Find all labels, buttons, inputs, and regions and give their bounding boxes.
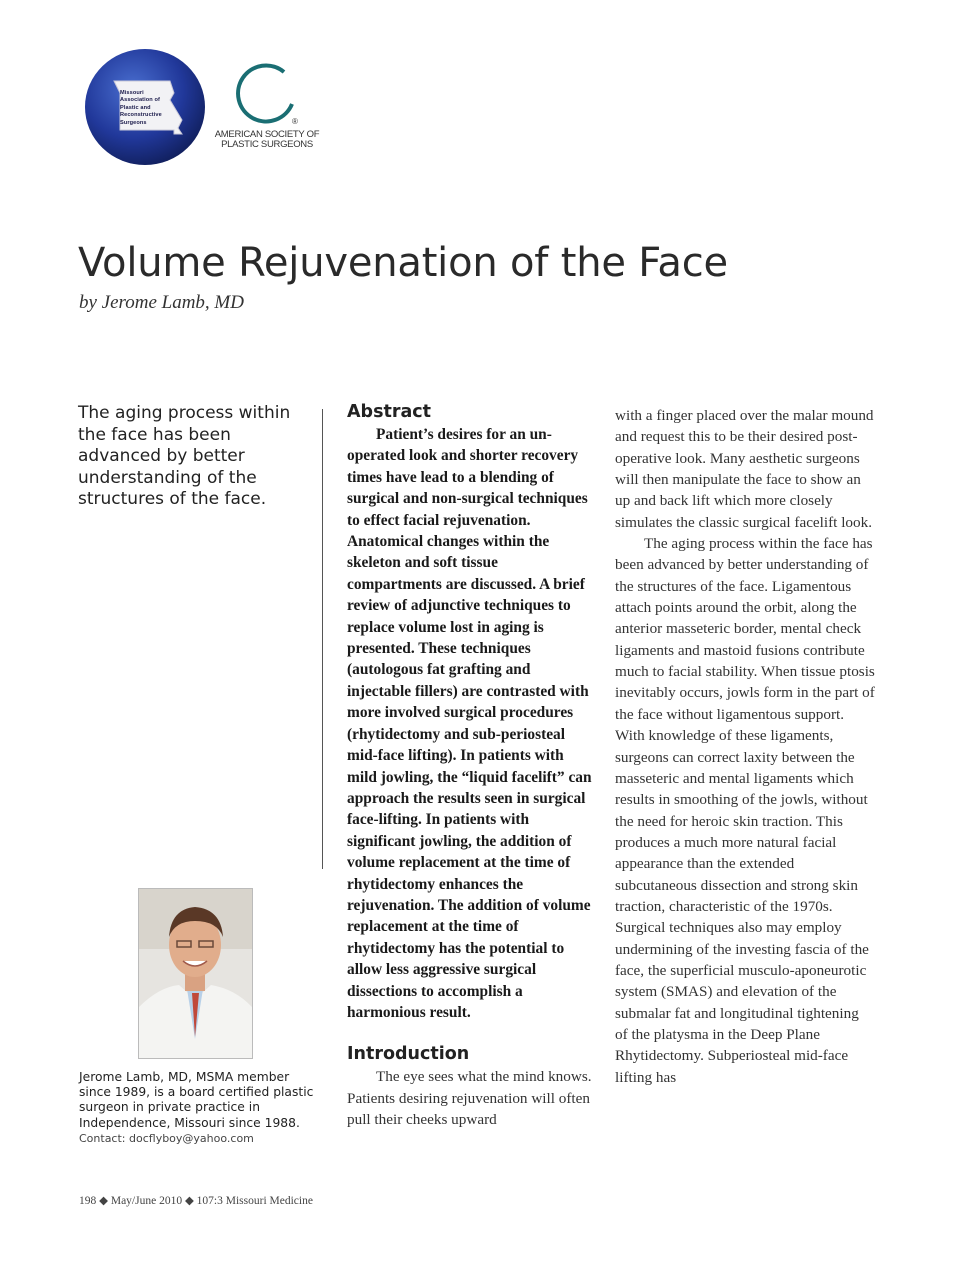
introduction-heading: Introduction — [347, 1044, 470, 1065]
abstract-column — [347, 400, 595, 1130]
asps-ring-icon — [232, 62, 298, 128]
body-column — [615, 405, 875, 1088]
author-contact: Contact: docflyboy@yahoo.com — [79, 1131, 254, 1145]
column-divider — [322, 409, 323, 869]
body-paragraph-1: with a finger placed over the malar mound and request this to be their desired post-operative look. Many aesthetic surgeons will then manipulate the face to show an up and back lift which more closely simulates the classic surgical facelift look. — [615, 407, 874, 531]
author-caption — [79, 1070, 319, 1146]
page-footer: 198 ◆ May/June 2010 ◆ 107:3 Missouri Medicine — [79, 1195, 313, 1207]
author-photo — [138, 888, 253, 1059]
author-portrait-icon — [139, 889, 252, 1058]
registered-mark: ® — [292, 117, 298, 126]
introduction-text: The eye sees what the mind knows. Patients desiring rejuvenation will often pull their cheeks upward — [347, 1068, 592, 1128]
mapsrs-wordmark: Missouri Association of Plastic and Reconstructive Surgeons — [120, 90, 162, 126]
asps-logo — [206, 62, 326, 154]
pull-quote: The aging process within the face has been advanced by better understanding of the structures of the face. — [78, 403, 291, 509]
article-title: Volume Rejuvenation of the Face — [78, 240, 728, 286]
mapsrs-logo — [84, 48, 206, 166]
abstract-text: Patient’s desires for an un-operated look and shorter recovery times have lead to a blending of surgical and non-surgical techniques to effect facial rejuvenation. Anatomical changes within the skeleton and soft tissue compartments are discussed. A brief review of adjunctive techniques to replace volume lost in aging is presented. These techniques (autologous fat grafting and injectable fillers) are contrasted with more involved surgical procedures (rhytidectomy and sub-periosteal mid-face lifting). In patients with mild jowling, the “liquid facelift” can approach the results seen in surgical face-lifting. In patients with significant jowling, the addition of volume replacement at the time of rhytidectomy enhances the rejuvenation. The addition of volume replacement at the time of rhytidectomy has the potential to allow less aggressive surgical dissections to accomplish a harmonious result. — [347, 426, 592, 1021]
author-bio: Jerome Lamb, MD, MSMA member since 1989, is a board certified plastic surgeon in private practice in Independence, Missouri since 1988. — [79, 1070, 314, 1130]
asps-wordmark: AMERICAN SOCIETY OF PLASTIC SURGEONS — [214, 129, 320, 150]
article-byline: by Jerome Lamb, MD — [79, 292, 244, 313]
abstract-heading: Abstract — [347, 402, 432, 422]
body-paragraph-2: The aging process within the face has been advanced by better understanding of the structures of the face. Ligamentous attach points around the orbit, along the anterior masseteric border, mental check ligaments and mastoid fusions contribute much to facial stability. When tissue ptosis inevitably occurs, jowls form in the part of the face without ligamentous support. With knowledge of these ligaments, surgeons can correct laxity between the masseteric and mental ligaments which results in smoothing of the jowls, without the need for heroic skin traction. This produces a much more natural facial appearance than the extended subcutaneous dissection and strong skin traction, characteristic of the 1970s. Surgical techniques also may employ undermining of the investing fascia of the face, the superficial musculo-aponeurotic system (SMAS) and elevation of the submalar fat and longitudinal tightening of the platysma in the Deep Plane Rhytidectomy. Subperiosteal mid-face lifting has — [615, 535, 875, 1086]
